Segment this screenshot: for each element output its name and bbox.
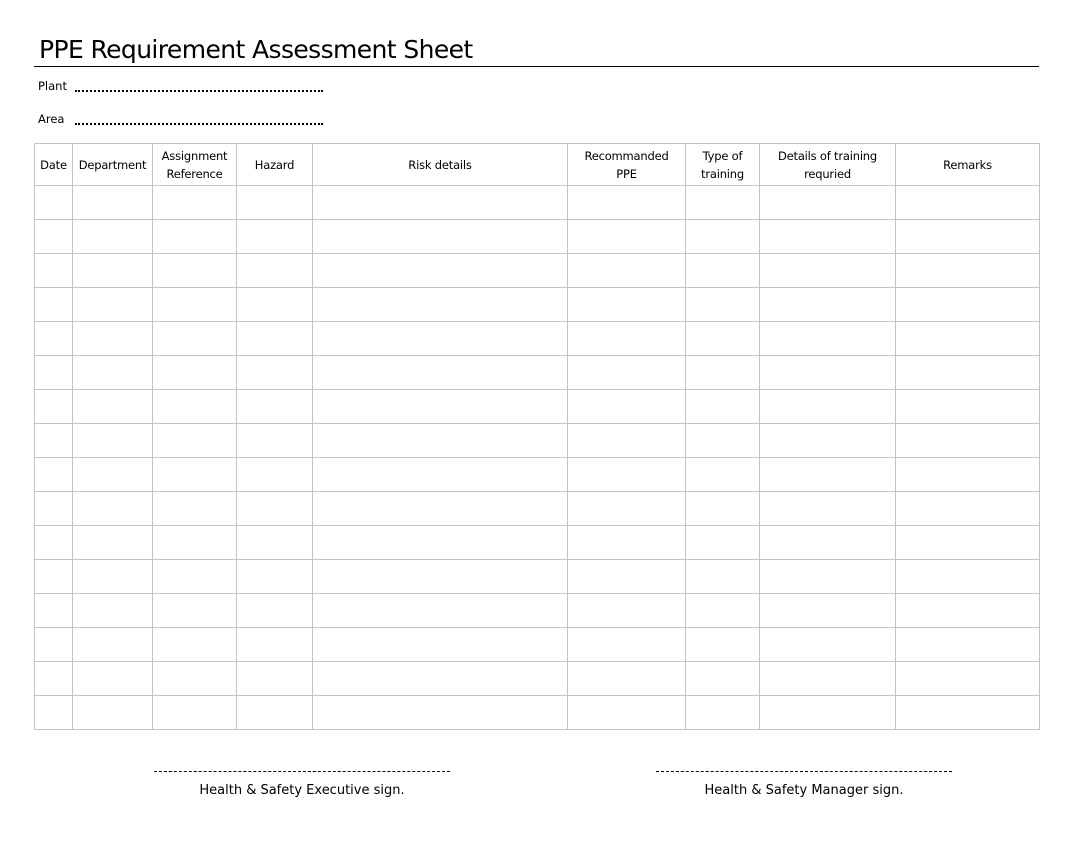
header-date: Date [35,144,73,186]
table-cell[interactable] [313,696,568,730]
table-cell[interactable] [313,492,568,526]
table-cell[interactable] [153,186,237,220]
table-cell[interactable] [896,594,1040,628]
table-cell[interactable] [686,526,760,560]
table-cell[interactable] [313,390,568,424]
table-cell[interactable] [35,560,73,594]
table-row [35,254,1040,288]
table-cell[interactable] [35,220,73,254]
table-cell[interactable] [686,220,760,254]
table-cell[interactable] [896,458,1040,492]
table-cell[interactable] [153,424,237,458]
table-cell[interactable] [760,662,896,696]
table-cell[interactable] [568,458,686,492]
table-cell[interactable] [686,560,760,594]
header-department: Department [73,144,153,186]
table-cell[interactable] [686,696,760,730]
table-cell[interactable] [153,696,237,730]
table-cell[interactable] [313,662,568,696]
table-row [35,628,1040,662]
manager-signature [656,771,952,799]
table-cell[interactable] [153,560,237,594]
table-cell[interactable] [153,288,237,322]
title-underline [34,66,1039,67]
table-cell[interactable] [568,288,686,322]
table-cell[interactable] [760,424,896,458]
manager-signature-label: Health & Safety Manager sign. [704,783,904,798]
table-cell[interactable] [896,560,1040,594]
table-row [35,458,1040,492]
table-cell[interactable] [153,322,237,356]
table-row [35,526,1040,560]
table-cell[interactable] [568,322,686,356]
table-cell[interactable] [896,662,1040,696]
table-cell[interactable] [153,220,237,254]
table-cell[interactable] [686,458,760,492]
table-cell[interactable] [237,322,313,356]
header-risk-details: Risk details [313,144,568,186]
table-cell[interactable] [237,696,313,730]
table-cell[interactable] [237,356,313,390]
table-cell[interactable] [313,526,568,560]
table-cell[interactable] [73,186,153,220]
table-cell[interactable] [760,390,896,424]
plant-field [38,79,323,93]
table-cell[interactable] [73,322,153,356]
table-cell[interactable] [73,492,153,526]
header-assignment-reference: Assignment Reference [153,144,237,186]
table-cell[interactable] [896,322,1040,356]
table-cell[interactable] [35,492,73,526]
table-cell[interactable] [760,288,896,322]
table-cell[interactable] [896,696,1040,730]
table-cell[interactable] [237,424,313,458]
table-cell[interactable] [153,390,237,424]
table-cell[interactable] [73,288,153,322]
assessment-table [34,143,1040,730]
table-cell[interactable] [760,220,896,254]
table-cell[interactable] [313,288,568,322]
table-cell[interactable] [568,390,686,424]
table-cell[interactable] [760,560,896,594]
executive-signature-line[interactable] [154,771,450,772]
table-cell[interactable] [686,322,760,356]
area-dotted-line[interactable] [75,115,323,125]
table-cell[interactable] [153,526,237,560]
table-cell[interactable] [760,628,896,662]
table-row [35,288,1040,322]
executive-signature [154,771,450,799]
table-cell[interactable] [35,254,73,288]
table-cell[interactable] [237,254,313,288]
table-cell[interactable] [237,662,313,696]
table-cell[interactable] [313,220,568,254]
table-cell[interactable] [313,560,568,594]
table-cell[interactable] [686,186,760,220]
table-cell[interactable] [35,424,73,458]
table-cell[interactable] [568,356,686,390]
table-cell[interactable] [237,288,313,322]
table-row [35,696,1040,730]
table-cell[interactable] [760,356,896,390]
table-row [35,560,1040,594]
table-row [35,220,1040,254]
table-cell[interactable] [760,696,896,730]
table-cell[interactable] [568,254,686,288]
table-cell[interactable] [896,628,1040,662]
table-cell[interactable] [686,424,760,458]
table-cell[interactable] [313,356,568,390]
table-cell[interactable] [73,458,153,492]
table-cell[interactable] [73,628,153,662]
table-cell[interactable] [35,322,73,356]
table-cell[interactable] [35,288,73,322]
table-cell[interactable] [760,458,896,492]
area-label: Area [38,112,65,126]
table-cell[interactable] [73,560,153,594]
table-cell[interactable] [73,356,153,390]
table-cell[interactable] [568,560,686,594]
table-cell[interactable] [313,186,568,220]
plant-label: Plant [38,79,67,93]
table-cell[interactable] [153,628,237,662]
table-cell[interactable] [73,526,153,560]
table-cell[interactable] [35,458,73,492]
table-cell[interactable] [313,322,568,356]
table-cell[interactable] [35,390,73,424]
table-cell[interactable] [73,662,153,696]
table-cell[interactable] [686,390,760,424]
table-body [35,186,1040,730]
table-cell[interactable] [568,696,686,730]
table-row [35,322,1040,356]
table-cell[interactable] [35,628,73,662]
table-cell[interactable] [686,492,760,526]
table-cell[interactable] [153,458,237,492]
table-cell[interactable] [896,288,1040,322]
table-cell[interactable] [568,662,686,696]
table-cell[interactable] [760,594,896,628]
table-cell[interactable] [237,560,313,594]
table-cell[interactable] [153,662,237,696]
table-row [35,424,1040,458]
table-row [35,492,1040,526]
table-cell[interactable] [686,594,760,628]
table-cell[interactable] [896,492,1040,526]
area-field [38,112,323,126]
table-cell[interactable] [35,662,73,696]
table-cell[interactable] [313,594,568,628]
table-header-row [35,144,1040,186]
table-cell[interactable] [686,254,760,288]
table-cell[interactable] [760,186,896,220]
table-cell[interactable] [760,492,896,526]
table-cell[interactable] [568,492,686,526]
table-cell[interactable] [237,390,313,424]
table-cell[interactable] [73,696,153,730]
table-cell[interactable] [686,662,760,696]
table-cell[interactable] [237,186,313,220]
header-remarks: Remarks [896,144,1040,186]
header-details-of-training: Details of training requried [760,144,896,186]
table-row [35,186,1040,220]
table-cell[interactable] [896,220,1040,254]
table-cell[interactable] [313,424,568,458]
table-cell[interactable] [35,594,73,628]
table-cell[interactable] [896,424,1040,458]
manager-signature-line[interactable] [656,771,952,772]
page-title: PPE Requirement Assessment Sheet [39,35,473,64]
table-cell[interactable] [313,458,568,492]
table-cell[interactable] [35,356,73,390]
table-cell[interactable] [153,492,237,526]
table-cell[interactable] [896,186,1040,220]
plant-dotted-line[interactable] [75,82,323,92]
table-cell[interactable] [568,594,686,628]
executive-signature-label: Health & Safety Executive sign. [199,783,405,798]
table-cell[interactable] [237,628,313,662]
table-cell[interactable] [760,526,896,560]
table-cell[interactable] [896,526,1040,560]
table-cell[interactable] [568,220,686,254]
table-row [35,594,1040,628]
table-cell[interactable] [153,594,237,628]
table-cell[interactable] [313,254,568,288]
table-cell[interactable] [73,254,153,288]
table-cell[interactable] [896,390,1040,424]
table-cell[interactable] [73,390,153,424]
table-cell[interactable] [73,220,153,254]
table-cell[interactable] [35,526,73,560]
table-cell[interactable] [568,424,686,458]
table-cell[interactable] [35,696,73,730]
table-cell[interactable] [153,356,237,390]
table-cell[interactable] [313,628,568,662]
table-row [35,390,1040,424]
table-cell[interactable] [568,628,686,662]
table-cell[interactable] [73,594,153,628]
table-cell[interactable] [35,186,73,220]
table-row [35,662,1040,696]
table-cell[interactable] [568,526,686,560]
header-recommended-ppe: Recommanded PPE [568,144,686,186]
table-cell[interactable] [568,186,686,220]
table-cell[interactable] [237,492,313,526]
table-cell[interactable] [237,594,313,628]
table-cell[interactable] [760,322,896,356]
table-cell[interactable] [686,628,760,662]
table-cell[interactable] [896,356,1040,390]
table-cell[interactable] [73,424,153,458]
header-type-of-training: Type of training [686,144,760,186]
header-hazard: Hazard [237,144,313,186]
table-cell[interactable] [237,526,313,560]
table-row [35,356,1040,390]
table-cell[interactable] [760,254,896,288]
table-cell[interactable] [153,254,237,288]
table-cell[interactable] [237,458,313,492]
table-cell[interactable] [237,220,313,254]
table-cell[interactable] [896,254,1040,288]
table-cell[interactable] [686,288,760,322]
table-cell[interactable] [686,356,760,390]
